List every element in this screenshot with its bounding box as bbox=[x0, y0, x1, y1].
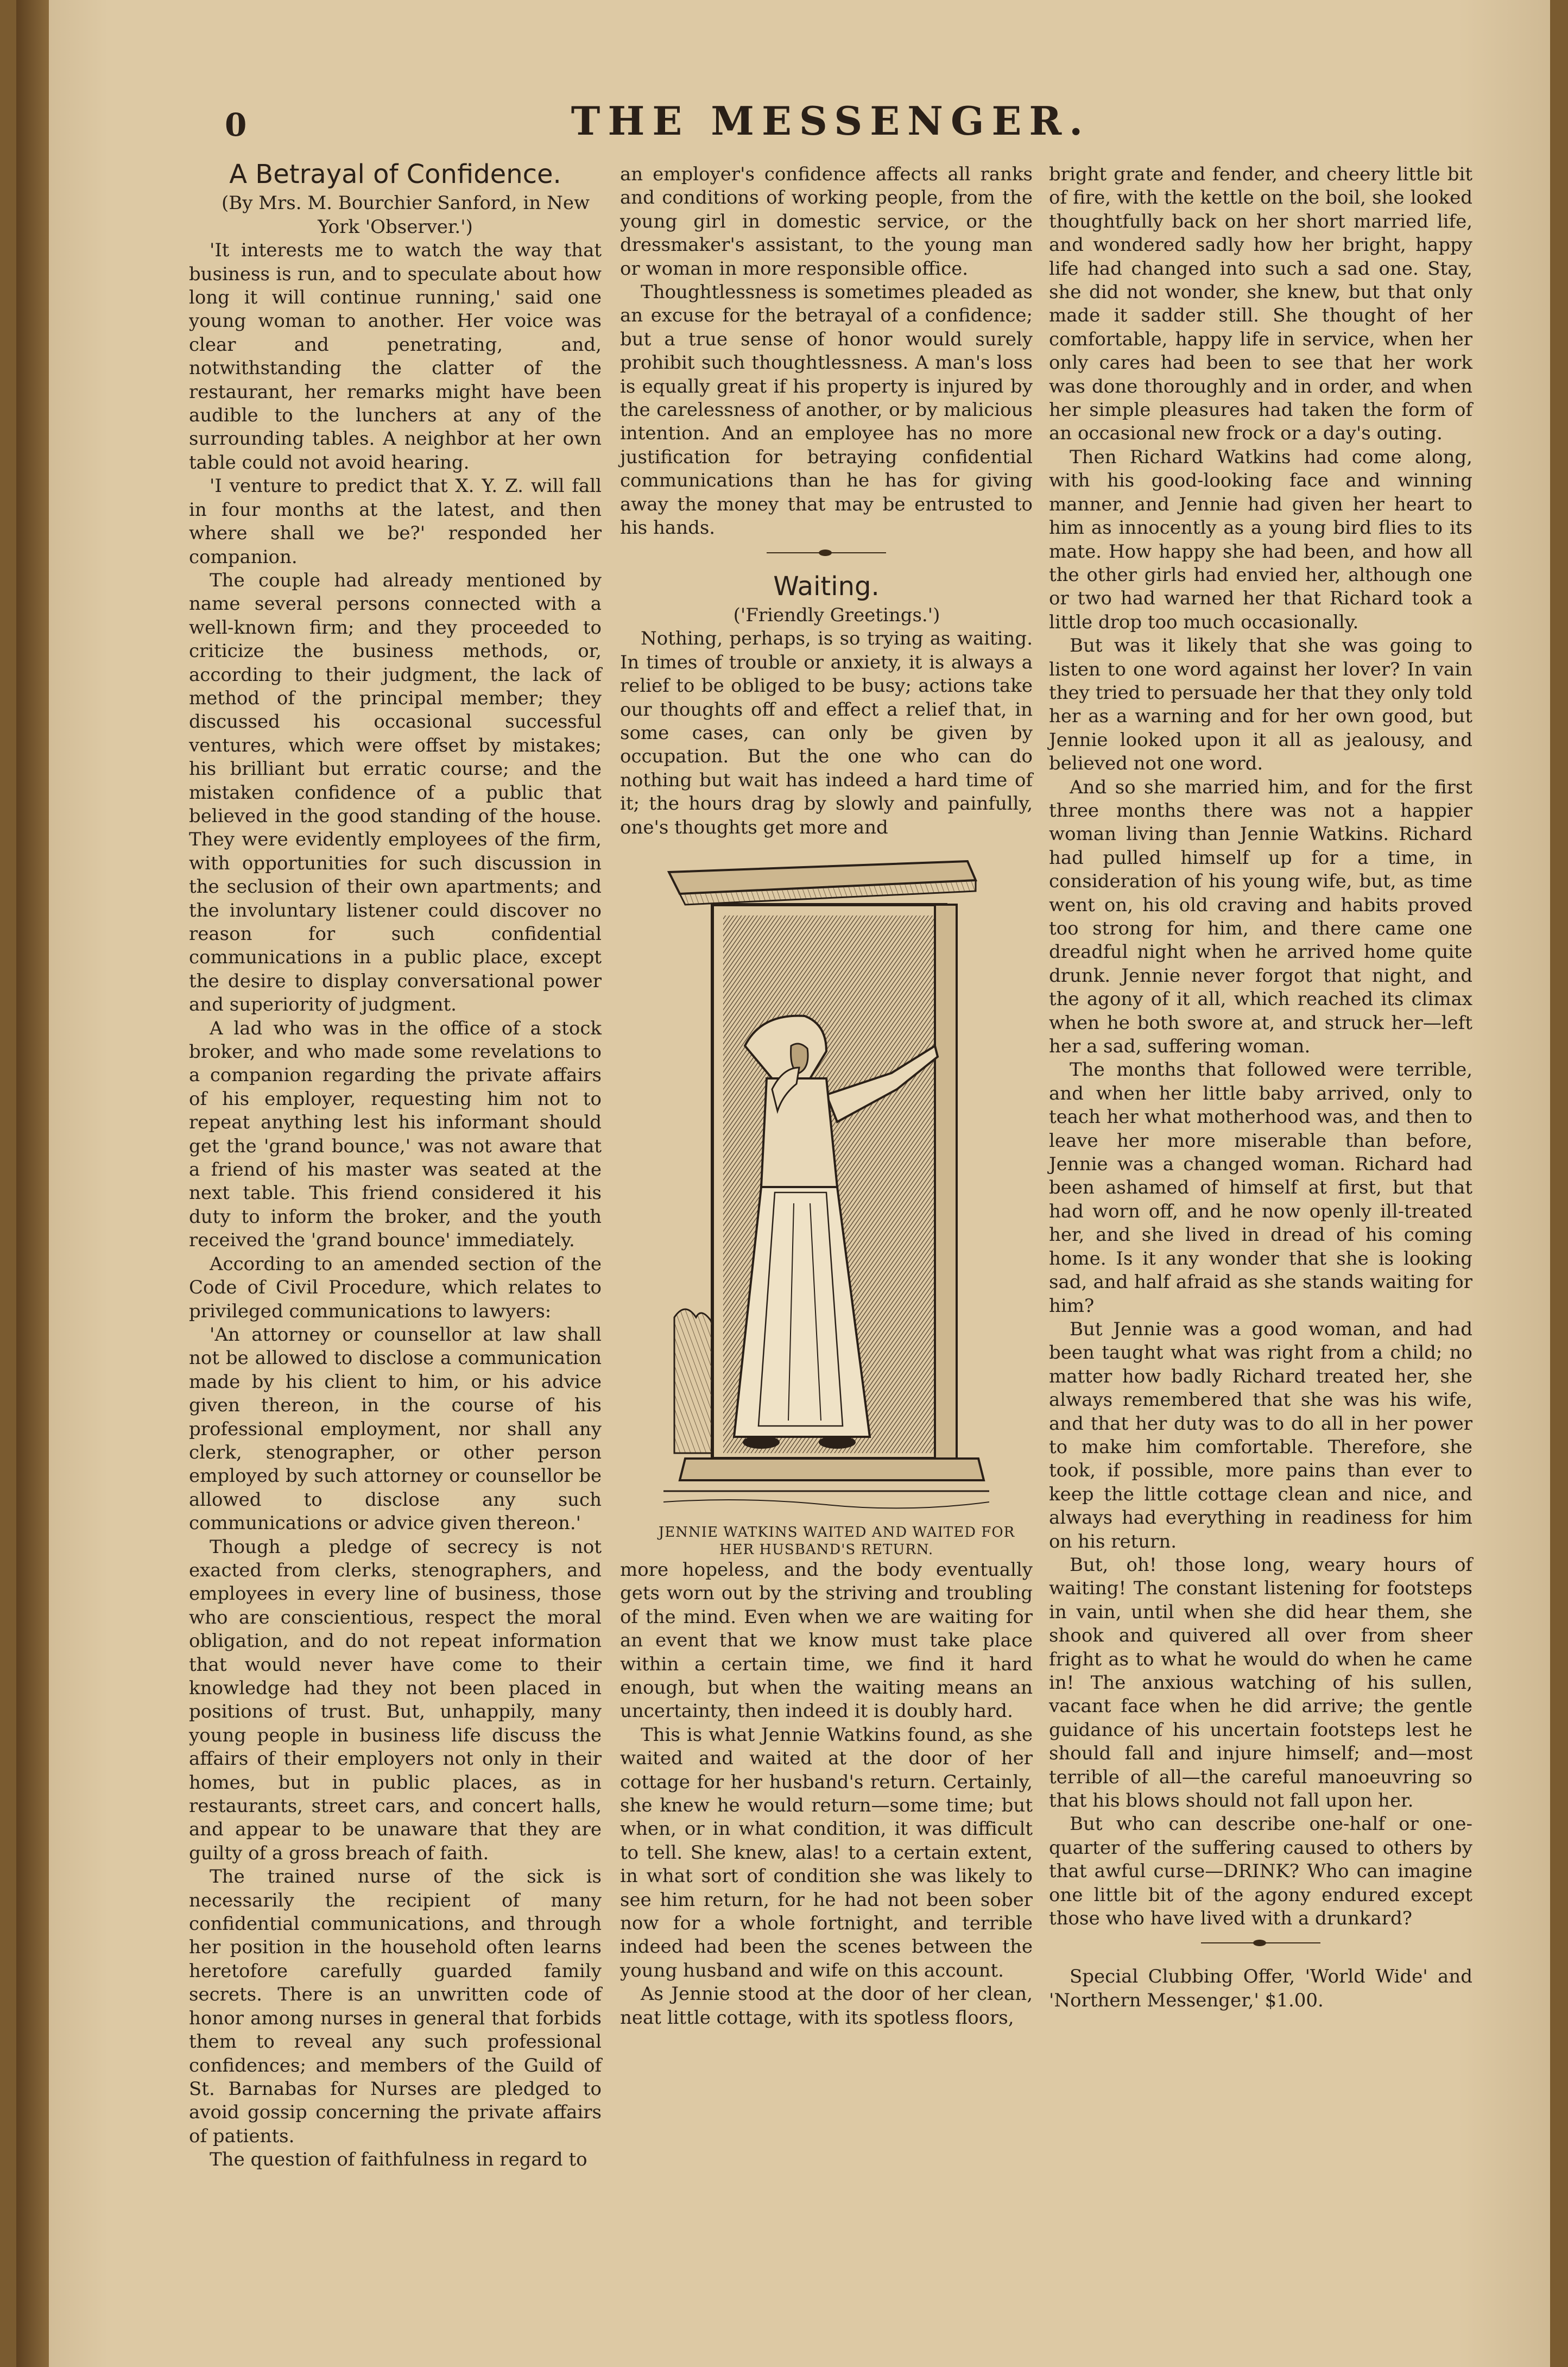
article-byline: (By Mrs. M. Bourchier Sanford, in New York 'Observer.') bbox=[221, 192, 590, 238]
paragraph: The question of faithfulness in regard to bbox=[210, 2149, 587, 2171]
paragraph: Nothing, perhaps, is so trying as waiting. In times of trouble or anxiety, it is always a relief to be obliged to be busy; actions take our thoughts off and effect a relief that, in some cases, can only be given by occupation. But the one who can do nothing but wait has indeed a hard time of it; the hours drag by slowly and painfully, one's thoughts get more and bbox=[620, 628, 1033, 838]
paragraph: As Jennie stood at the door of her clean, neat little cottage, with its spotless floors, bbox=[620, 1983, 1033, 2029]
article-subtitle: ('Friendly Greetings.') bbox=[733, 604, 940, 626]
paragraph: Then Richard Watkins had come along, with his good-looking face and winning manner, and Jennie had given her heart to him as innocently as a young bird flies to its mate. How happy she had been, and how all the other girls had envied her, although one or two had warned her that Richard took a little drop too much occasionally. bbox=[1049, 446, 1472, 633]
paragraph: bright grate and fender, and cheery little bit of fire, with the kettle on the boil, she looked thoughtfully back on her short married life, and wondered sadly how her bright, happy life had changed into such a sad one. Stay, she did not wonder, she knew, but that only made it sadder still. She thought of her comfortable, happy life in service, when her only cares had been to see that her work was done thoroughly and in order, and when her simple pleasures had taken the form of an occasional new frock or a day's outing. bbox=[1049, 163, 1472, 445]
paragraph: This is what Jennie Watkins found, as she waited and waited at the door of her cottage for her husband's return. Certainly, she knew he would return—some time; but when, or in what condition, it was difficult to tell. She knew, alas! to a certain extent, in what sort of condition she was likely to see him return, for he had not been sober now for a whole fortnight, and terrible indeed had been the scenes between the young husband and wife on this account. bbox=[620, 1724, 1033, 1981]
paragraph: But who can describe one-half or one-quarter of the suffering caused to others by that awful curse—DRINK? Who can imagine one little bit of the agony endured except those who have lived with a drunkard? bbox=[1049, 1813, 1472, 1930]
paragraph: The couple had already mentioned by name several persons connected with a well-known firm; and they proceeded to criticize the business methods, or, according to their judgment, the lack of method of the principal member; they discussed his occasional successful ventures, which were offset by mistakes; his brilliant but erratic course; and the mistaken confidence of a public that believed in the good standing of the house. They were evidently employees of the firm, with opportunities for such discussion in the seclusion of their own apartments; and the involuntary listener could discover no reason for such confidential communications in a public place, except the desire to display conversational power and superiority of judgment. bbox=[189, 569, 602, 1016]
clubbing-offer-notice: Special Clubbing Offer, 'World Wide' and 'Northern Messenger,' $1.00. bbox=[1049, 1966, 1472, 2011]
article-title-betrayal: A Betrayal of Confidence. bbox=[229, 159, 561, 190]
paragraph: A lad who was in the office of a stock broker, and who made some revelations to a companion regarding the private affairs of his employer, requesting him not to repeat anything lest his informant should get the 'grand bounce,' was not aware that a friend of his master was seated at the next table. This friend considered it his duty to inform the broker, and the youth received the 'grand bounce' immediately. bbox=[189, 1017, 602, 1252]
binding-margin bbox=[16, 0, 49, 2367]
paragraph: 'I venture to predict that X. Y. Z. will fall in four months at the latest, and then where shall we be?' responded her companion. bbox=[189, 475, 602, 568]
paragraph: According to an amended section of the Code of Civil Procedure, which relates to privileged communications to lawyers: bbox=[189, 1253, 602, 1322]
paragraph: 'An attorney or counsellor at law shall not be allowed to disclose a communication made by his client to him, or his advice given thereon, in the course of his professional employment, nor shall any clerk, stenographer, or other person employed by such attorney or counsellor be allowed to disclose any such communications or advice given thereon.' bbox=[189, 1323, 602, 1535]
paragraph: an employer's confidence affects all ranks and conditions of working people, from the young girl in domestic service, or the dressmaker's assistant, to the young man or woman in more responsible office. bbox=[620, 163, 1033, 280]
paragraph: The trained nurse of the sick is necessarily the recipient of many confidential communications, and through her position in the household often learns heretofore carefully guarded family secrets. There is an unwritten code of honor among nurses in general that forbids them to reveal any such professional confidences; and members of the Guild of St. Barnabas for Nurses are pledged to avoid gossip concerning the private affairs of patients. bbox=[189, 1866, 602, 2147]
paragraph: more hopeless, and the body eventually gets worn out by the striving and troubling of the mind. Even when we are waiting for an event that we know must take place within a certain time, we find it hard enough, but when the waiting means an uncertainty, then indeed it is doubly hard. bbox=[620, 1558, 1033, 1722]
section-divider bbox=[1201, 1942, 1320, 1943]
column-1 bbox=[189, 159, 602, 2172]
section-divider bbox=[767, 552, 886, 553]
illustration-drawing bbox=[663, 850, 989, 1524]
page-number: 0 bbox=[225, 106, 247, 143]
illustration-woman-in-doorway bbox=[663, 850, 989, 1524]
paragraph: 'It interests me to watch the way that business is run, and to speculate about how long it will continue running,' said one young woman to another. Her voice was clear and penetrating, and, notwithstanding the clatter of the restaurant, her remarks might have been audible to the lunchers at any of the surrounding tables. A neighbor at her own table could not avoid hearing. bbox=[189, 239, 602, 474]
column-2 bbox=[620, 163, 1033, 2030]
figure-caption: JENNIE WATKINS WAITED AND WAITED FOR HER HUSBAND'S RETURN. bbox=[658, 1524, 1015, 1558]
article-title-waiting: Waiting. bbox=[773, 571, 880, 602]
paragraph: Thoughtlessness is sometimes pleaded as an excuse for the betrayal of a confidence; but a true sense of honor would surely prohibit such thoughtlessness. A man's loss is equally great if his property is injured by the carelessness of another, or by malicious intention. And an employee has no more justification for betraying confidential communications than he has for giving away the money that may be entrusted to his hands. bbox=[620, 281, 1033, 539]
newspaper-page bbox=[16, 0, 1550, 2367]
paragraph: Though a pledge of secrecy is not exacted from clerks, stenographers, and employees in every line of business, those who are conscientious, respect the moral obligation, and do not repeat information that would never have come to their knowledge had they not been placed in positions of trust. But, unhappily, many young people in business life discuss the affairs of their employers not only in their homes, but in public places, as in restaurants, street cars, and concert halls, and appear to be unaware that they are guilty of a gross breach of faith. bbox=[189, 1536, 602, 1864]
paragraph: But, oh! those long, weary hours of waiting! The constant listening for footsteps in vain, until when she did hear them, she shook and quivered all over from sheer fright as to what he would do when he came in! The anxious watching of his sullen, vacant face when he did arrive; the gentle guidance of his uncertain footsteps lest he should fall and injure himself; and—most terrible of all—the careful manoeuvring so that his blows should not fall upon her. bbox=[1049, 1554, 1472, 1812]
column-3 bbox=[1049, 163, 1472, 2012]
paragraph: But was it likely that she was going to listen to one word against her lover? In vain they tried to persuade her that they only told her as a warning and for her own good, but Jennie looked upon it all as jealousy, and believed not one word. bbox=[1049, 635, 1472, 775]
paragraph: The months that followed were terrible, and when her little baby arrived, only to teach her what motherhood was, and then to leave her more miserable than before, Jennie was a changed woman. Richard had been ashamed of himself at first, but that had worn off, and he now openly ill-treated her, and she lived in dread of his coming home. Is it any wonder that she is looking sad, and half afraid as she stands waiting for him? bbox=[1049, 1059, 1472, 1317]
paragraph: And so she married him, and for the first three months there was not a happier woman living than Jennie Watkins. Richard had pulled himself up for a time, in consideration of his young wife, but, as time went on, his old craving and habits proved too strong for him, and there came one dreadful night when he arrived home quite drunk. Jennie never forgot that night, and the agony of it all, which reached its climax when he both swore at, and struck her—left her a sad, suffering woman. bbox=[1049, 776, 1472, 1058]
masthead-title: THE MESSENGER. bbox=[571, 98, 1091, 144]
paragraph: But Jennie was a good woman, and had been taught what was right from a child; no matter how badly Richard treated her, she always remembered that she was his wife, and that her duty was to do all in her power to make him comfortable. Therefore, she took, if possible, more pains than ever to keep the little cottage clean and nice, and always had everything in readiness for him on his return. bbox=[1049, 1318, 1472, 1552]
